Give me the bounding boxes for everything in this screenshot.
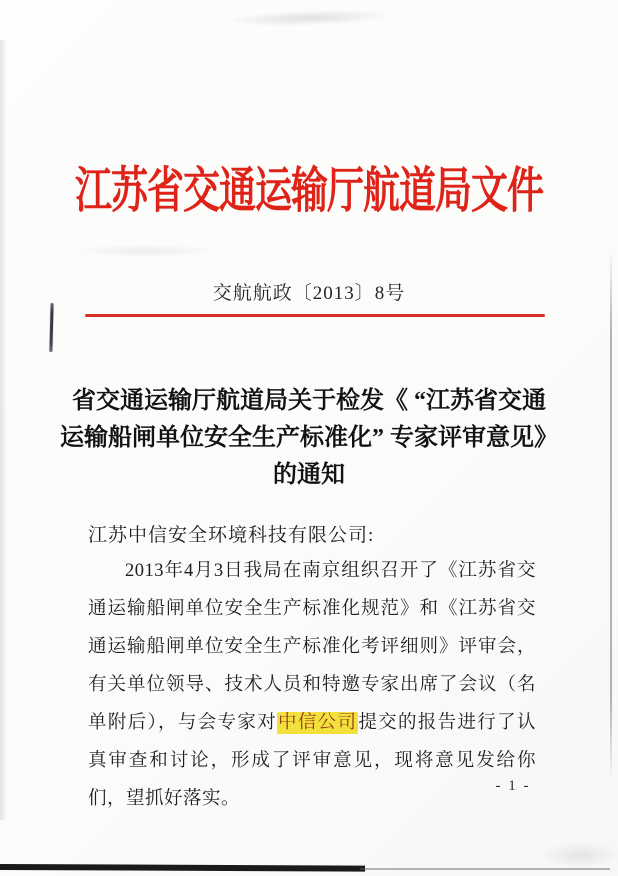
- pen-mark: [49, 303, 53, 352]
- highlighted-company-name: 中信公司: [278, 713, 358, 733]
- body-text-before: 2013年4月3日我局在南京组织召开了《江苏省交通运输船闸单位安全生产标准化规范》和《江苏省交通运输船闸单位安全生产标准化考评细则》评审会，有关单位领导、技术人员和特邀专家出席了会议（名单附后），与会专家对: [88, 561, 536, 733]
- title-line-2: 运输船闸单位安全生产标准化” 专家评审意见》: [60, 425, 558, 451]
- scan-smudge-middle: [70, 244, 220, 258]
- body-text-after: 提交的报告进行了认真审查和讨论，形成了评审意见，现将意见发给你们，望抓好落实。: [88, 713, 536, 809]
- body-paragraph: [88, 552, 536, 818]
- scan-smudge-bottom-right: [540, 842, 618, 868]
- letterhead-title: 江苏省交通运输厅航道局文件: [75, 164, 543, 219]
- red-separator-line: [85, 314, 545, 317]
- scan-smudge-top: [225, 7, 395, 29]
- scan-bottom-edge: [0, 864, 365, 872]
- scan-right-edge-line: [610, 250, 612, 780]
- page-number: - 1 -: [495, 778, 531, 794]
- title-line-3: 的通知: [273, 462, 345, 488]
- salutation: 江苏中信安全环境科技有限公司:: [88, 525, 375, 546]
- scan-bottom-edge-faint: [360, 868, 610, 870]
- document-title: [40, 383, 578, 494]
- document-number: 交航航政〔2013〕8号: [212, 283, 406, 304]
- title-line-1: 省交通运输厅航道局关于检发《 “江苏省交通: [72, 388, 546, 414]
